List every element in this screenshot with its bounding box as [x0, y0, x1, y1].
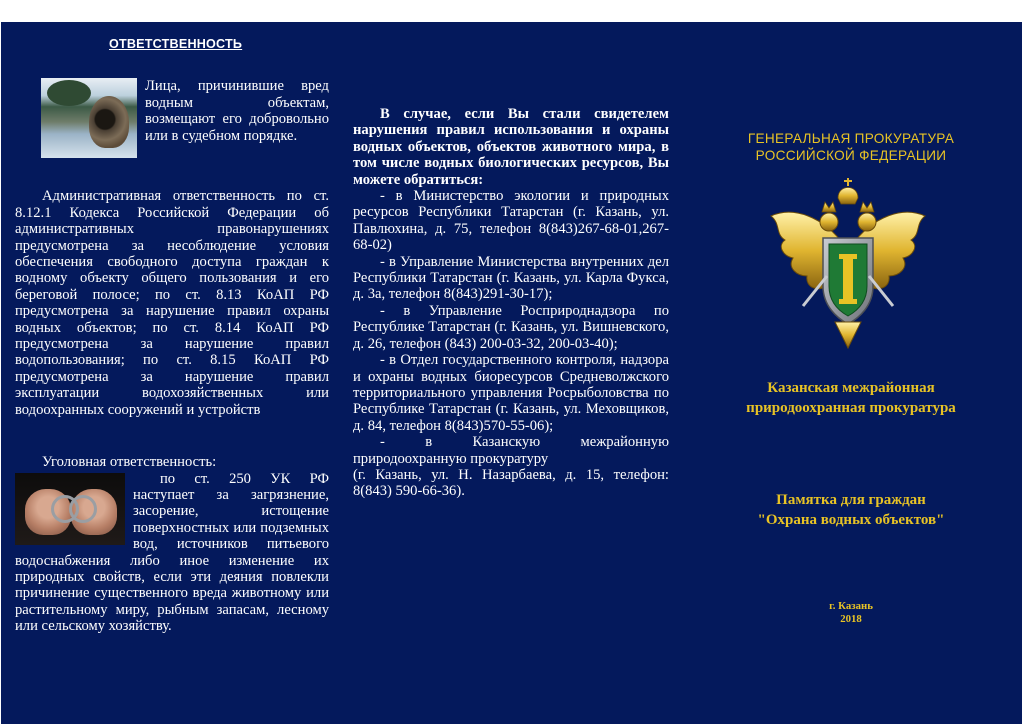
photo-trees [47, 80, 91, 106]
memo-line-2: "Охрана водных объектов" [757, 512, 945, 528]
prosecutor-emblem-icon [763, 176, 933, 356]
agency-title [701, 130, 1001, 164]
contact-item-ministry-ecology: - в Министерство экологии и природных ресурсов Республики Татарстан (г. Казань, ул. Павлюхина, д. 75, телефон 8(843)267-68-01,267-68-02) [353, 188, 669, 254]
middle-column [353, 106, 669, 500]
photo-drain-pipe [89, 96, 129, 148]
contact-item-rosrybolovstvo: - в Отдел государственного контроля, надзора и охраны водных биоресурсов Средневолжского территориального управления Росрыболовства по Республике Татарстан (г. Казань, ул. Меховщиков, д. 84, телефон 8(843)570-55-06); [353, 352, 669, 434]
city-label: г. Казань [829, 600, 873, 612]
cover-panel [701, 22, 1001, 722]
agency-line-2: РОССИЙСКОЙ ФЕДЕРАЦИИ [755, 148, 947, 163]
contact-item-mvd: - в Управление Министерства внутренних дел Республики Татарстан (г. Казань, ул. Карла Фукса, д. 3а, телефон 8(843)291-30-17); [353, 253, 669, 303]
photo-cuff-right [69, 495, 97, 523]
office-title [701, 378, 1001, 418]
criminal-heading: Уголовная ответственность: [42, 454, 217, 471]
contact-item-prosecutor: - в Казанскую межрайонную природоохранную прокуратуру [353, 434, 669, 467]
place-and-year [701, 600, 1001, 626]
handcuffs-photo [15, 473, 125, 545]
criminal-text: по ст. 250 УК РФ наступает за загрязнение, засорение, истощение поверхностных или подземных вод, источников питьевого водоснабжения либо иное изменение их природных свойств, если эти деяния повлекли причинение существенного вреда животному или растительному миру, рыбным запасам, лесному или сельскому хозяйству. [15, 470, 329, 635]
intro-text: Лица, причинившие вред водным объектам, возмещают его добровольно или в судебном порядке. [145, 78, 329, 144]
office-line-1: Казанская межрайонная [767, 380, 935, 396]
memo-title [701, 490, 1001, 530]
office-line-2: природоохранная прокуратура [746, 400, 956, 416]
responsibility-title: ОТВЕТСТВЕННОСТЬ [109, 37, 243, 51]
contact-item-rosprirodnadzor: - в Управление Росприроднадзора по Республике Татарстан (г. Казань, ул. Вишневского, д. 26, телефон (843) 200-03-32, 200-03-40); [353, 302, 669, 352]
memo-line-1: Памятка для граждан [776, 492, 926, 508]
administrative-text: Административная ответственность по ст. 8.12.1 Кодекса Российской Федерации об административных правонарушениях предусмотрена за несоблюдение условия обеспечения свободного доступа граждан к водному объекту общего пользования и его береговой полосе; по ст. 8.13 КоАП РФ предусмотрена за нарушение правил охраны водных объектов; по ст. 8.14 КоАП РФ предусмотрена за нарушение правил водопользования; по ст. 8.15 КоАП РФ предусмотрена за нарушение правил эксплуатации водохозяйственных или водоохранных сооружений и устройств [15, 188, 329, 418]
left-column [15, 36, 329, 635]
year-label: 2018 [840, 613, 862, 625]
brochure-sheet [1, 22, 1022, 724]
agency-line-1: ГЕНЕРАЛЬНАЯ ПРОКУРАТУРА [747, 131, 955, 146]
polluted-water-photo [41, 78, 137, 158]
prosecutor-address: (г. Казань, ул. Н. Назарбаева, д. 15, телефон: 8(843) 590-66-36). [353, 466, 669, 500]
contacts-heading: В случае, если Вы стали свидетелем нарушения правил использования и охраны водных объектов, объектов животного мира, в том числе водных биологических ресурсов, Вы можете обратиться: [353, 106, 669, 188]
